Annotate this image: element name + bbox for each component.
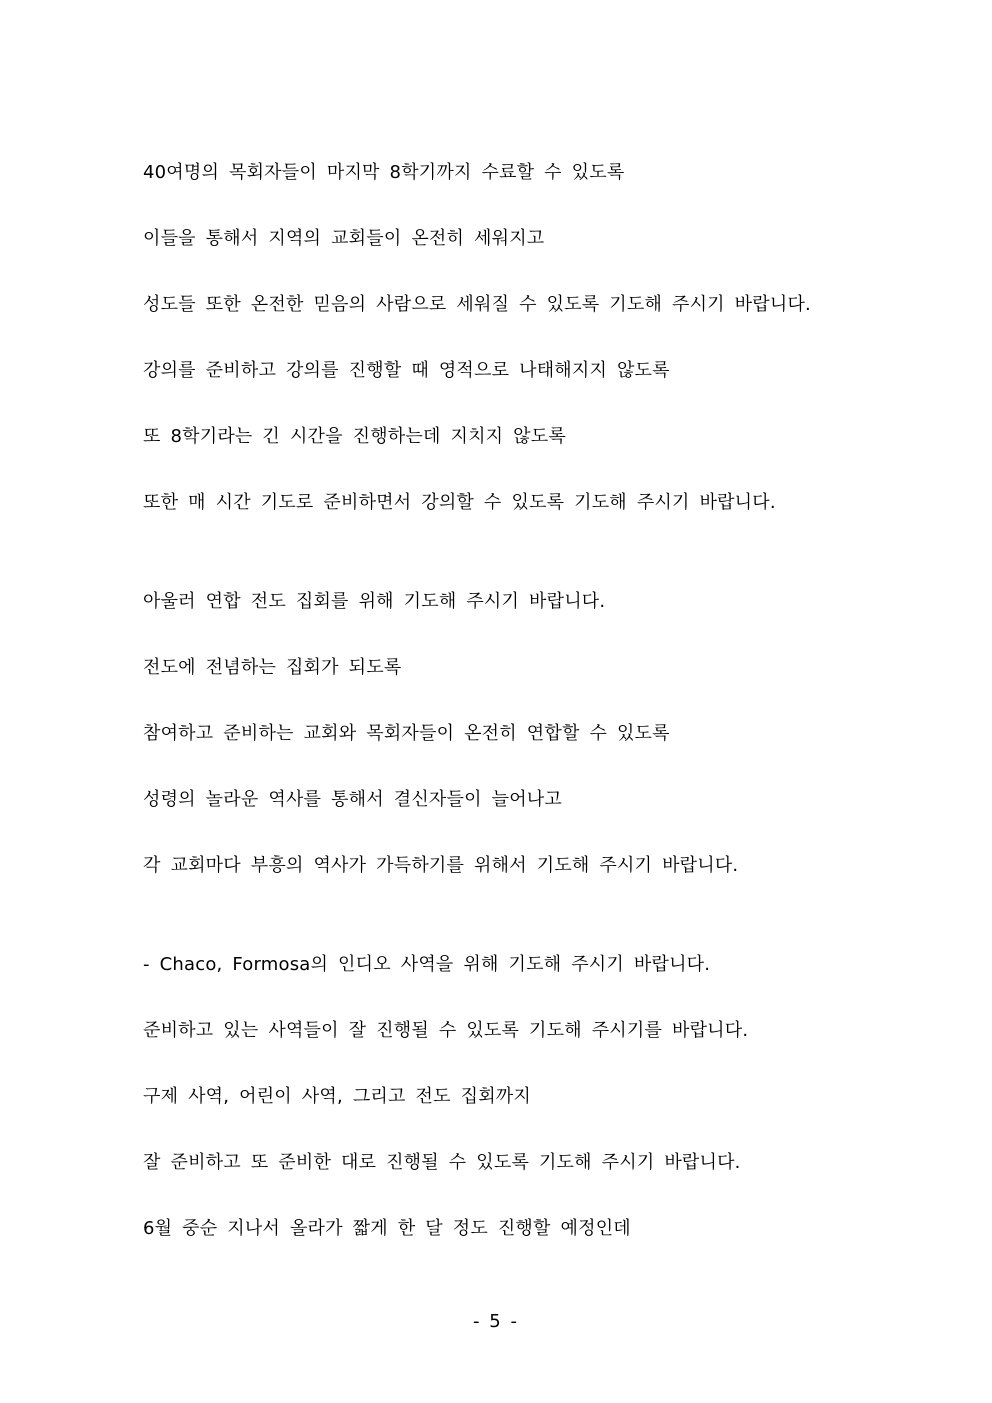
text-line: 또한 매 시간 기도로 준비하면서 강의할 수 있도록 기도해 주시기 바랍니다. bbox=[143, 492, 776, 513]
text-line: 전도에 전념하는 집회가 되도록 bbox=[143, 657, 402, 678]
text-line: 6월 중순 지나서 올라가 짧게 한 달 정도 진행할 예정인데 bbox=[143, 1218, 631, 1239]
text-line: 강의를 준비하고 강의를 진행할 때 영적으로 나태해지지 않도록 bbox=[143, 360, 670, 381]
text-line: 준비하고 있는 사역들이 잘 진행될 수 있도록 기도해 주시기를 바랍니다. bbox=[143, 1020, 749, 1041]
text-line: - Chaco, Formosa의 인디오 사역을 위해 기도해 주시기 바랍니다. bbox=[143, 954, 711, 975]
text-line: 40여명의 목회자들이 마지막 8학기까지 수료할 수 있도록 bbox=[143, 162, 625, 183]
text-line: 아울러 연합 전도 집회를 위해 기도해 주시기 바랍니다. bbox=[143, 591, 606, 612]
text-line: 또 8학기라는 긴 시간을 진행하는데 지치지 않도록 bbox=[143, 426, 566, 447]
text-line: 참여하고 준비하는 교회와 목회자들이 온전히 연합할 수 있도록 bbox=[143, 723, 670, 744]
text-line: 성도들 또한 온전한 믿음의 사람으로 세워질 수 있도록 기도해 주시기 바랍니다. bbox=[143, 294, 811, 315]
text-line: 잘 준비하고 또 준비한 대로 진행될 수 있도록 기도해 주시기 바랍니다. bbox=[143, 1152, 741, 1173]
text-line: 구제 사역, 어린이 사역, 그리고 전도 집회까지 bbox=[143, 1086, 531, 1107]
text-line: 각 교회마다 부흥의 역사가 가득하기를 위해서 기도해 주시기 바랍니다. bbox=[143, 855, 739, 876]
page-number: - 5 - bbox=[473, 1311, 519, 1332]
text-line: 성령의 놀라운 역사를 통해서 결신자들이 늘어나고 bbox=[143, 789, 562, 810]
text-line: 이들을 통해서 지역의 교회들이 온전히 세워지고 bbox=[143, 228, 545, 249]
